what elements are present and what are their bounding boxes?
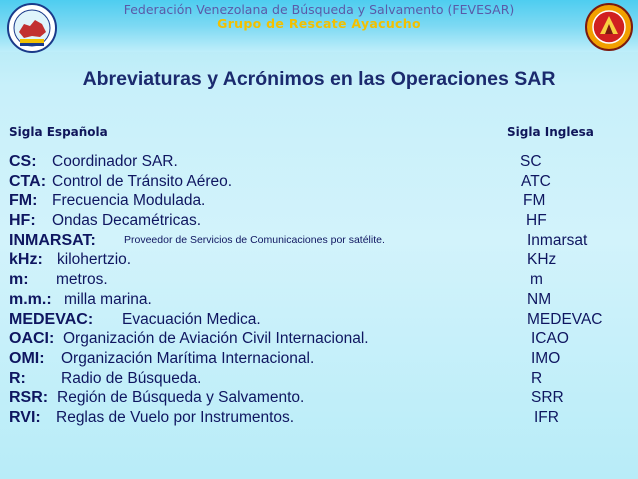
list-item xyxy=(0,290,638,310)
spanish-acronym: OACI: xyxy=(9,330,55,348)
definition: Organización de Aviación Civil Internacional. xyxy=(63,330,369,348)
english-acronym: ATC xyxy=(521,172,551,190)
definition: Coordinador SAR. xyxy=(52,153,178,170)
list-item xyxy=(0,270,638,290)
list-item xyxy=(0,369,638,389)
english-acronym: Inmarsat xyxy=(527,231,588,249)
spanish-acronym: CTA: xyxy=(9,172,47,190)
spanish-acronym: RSR: xyxy=(9,389,49,407)
list-item xyxy=(0,250,638,270)
page-title: Abreviaturas y Acrónimos en las Operaciones SAR xyxy=(82,68,556,90)
spanish-acronym: R: xyxy=(9,369,26,387)
english-acronym: NM xyxy=(527,290,552,308)
definition: kilohertzio. xyxy=(57,251,132,269)
list-item xyxy=(0,329,638,349)
header-group-name: Grupo de Rescate Ayacucho xyxy=(217,16,421,31)
spanish-acronym: MEDEVAC: xyxy=(9,310,94,328)
definition: Frecuencia Modulada. xyxy=(52,192,206,210)
english-acronym: ICAO xyxy=(531,330,569,348)
spanish-acronym: m: xyxy=(9,271,29,289)
list-item xyxy=(0,388,638,408)
english-acronym: SC xyxy=(520,153,542,170)
english-acronym: R xyxy=(531,369,543,387)
english-acronym: SRR xyxy=(531,389,564,407)
english-acronym: IFR xyxy=(534,408,559,426)
definition: Organización Marítima Internacional. xyxy=(61,349,315,367)
english-acronym: FM xyxy=(523,192,546,210)
column-header-english: Sigla Inglesa xyxy=(507,125,594,139)
definition: Reglas de Vuelo por Instrumentos. xyxy=(56,408,295,426)
definition: metros. xyxy=(56,271,108,289)
list-item xyxy=(0,349,638,369)
list-item xyxy=(0,191,638,211)
spanish-acronym: RVI: xyxy=(9,408,41,426)
list-item xyxy=(0,172,638,192)
definition: milla marina. xyxy=(64,290,152,308)
english-acronym: m xyxy=(530,271,543,289)
definition: Región de Búsqueda y Salvamento. xyxy=(57,389,305,407)
spanish-acronym: INMARSAT: xyxy=(9,231,96,249)
definition: Ondas Decamétricas. xyxy=(52,212,202,230)
list-item xyxy=(0,310,638,330)
list-item xyxy=(0,408,638,428)
spanish-acronym: OMI: xyxy=(9,349,45,367)
english-acronym: KHz xyxy=(527,251,557,269)
acronym-list xyxy=(0,152,638,428)
spanish-acronym: HF: xyxy=(9,212,36,230)
spanish-acronym: m.m.: xyxy=(9,290,52,308)
definition: Radio de Búsqueda. xyxy=(61,369,202,387)
spanish-acronym: kHz: xyxy=(9,251,43,269)
english-acronym: MEDEVAC xyxy=(527,310,603,328)
list-item xyxy=(0,231,638,251)
spanish-acronym: FM: xyxy=(9,192,38,210)
column-header-spanish: Sigla Española xyxy=(9,125,108,139)
list-item xyxy=(0,152,638,172)
english-acronym: IMO xyxy=(531,349,561,367)
definition: Control de Tránsito Aéreo. xyxy=(52,172,233,190)
spanish-acronym: CS: xyxy=(9,153,37,170)
english-acronym: HF xyxy=(526,212,547,230)
definition: Evacuación Medica. xyxy=(122,310,261,328)
list-item xyxy=(0,211,638,231)
definition: Proveedor de Servicios de Comunicaciones por satélite. xyxy=(124,233,385,246)
header-federation-name: Federación Venezolana de Búsqueda y Salvamento (FEVESAR) xyxy=(123,2,515,17)
